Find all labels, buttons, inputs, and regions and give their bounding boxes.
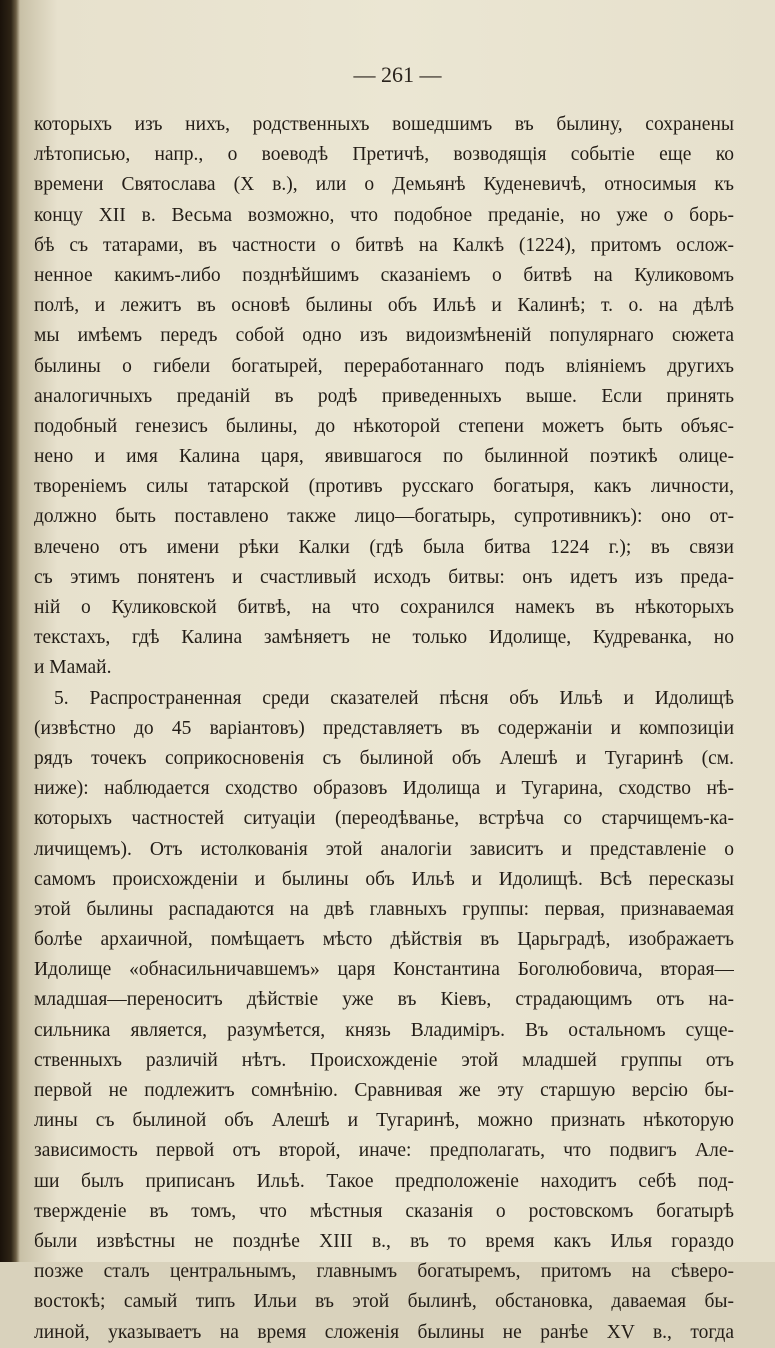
- text-line: мы имѣемъ передъ собой одно изъ видоизмѣненій популярнаго сюжета: [34, 325, 734, 347]
- text-line: сильника является, разумѣется, князь Владиміръ. Въ остальномъ суще-: [34, 1019, 734, 1041]
- text-line: бѣ съ татарами, въ частности о битвѣ на Калкѣ (1224), притомъ ослож-: [34, 234, 734, 256]
- text-line: линой, указываетъ на время сложенія былины не ранѣе XV в., тогда: [34, 1321, 734, 1343]
- text-line: аналогичныхъ преданій въ родѣ приведенныхъ выше. Если принять: [34, 385, 734, 407]
- text-line: личищемъ). Отъ истолкованія этой аналогіи зависитъ и представленіе о: [34, 838, 734, 860]
- text-line: текстахъ, гдѣ Калина замѣняетъ не только Идолище, Кудреванка, но: [34, 627, 734, 649]
- text-line: которыхъ изъ нихъ, родственныхъ вошедшимъ въ былину, сохранены: [34, 114, 734, 135]
- text-line: должно быть поставлено также лицо—богатырь, супротивникъ): оно от-: [34, 506, 734, 528]
- text-line: твержденіе въ томъ, что мѣстныя сказанія о ростовскомъ богатырѣ: [34, 1200, 734, 1222]
- text-line: болѣе архаичной, помѣщаетъ мѣсто дѣйствія въ Царьградѣ, изображаетъ: [34, 929, 734, 951]
- text-line: полѣ, и лежитъ въ основѣ былины объ Ильѣ и Калинѣ; т. о. на дѣлѣ: [34, 295, 734, 317]
- text-line: и Мамай.: [34, 657, 112, 679]
- text-line: ній о Куликовской битвѣ, на что сохранился намекъ въ нѣкоторыхъ: [34, 597, 734, 618]
- text-line: младшая—переноситъ дѣйствіе уже въ Кіевъ, страдающимъ отъ на-: [34, 989, 734, 1011]
- text-line: нено и имя Калина царя, явившагося по былинной поэтикѣ олице-: [34, 446, 734, 468]
- text-line: ниже): наблюдается сходство образовъ Идолища и Тугарина, сходство нѣ-: [34, 778, 734, 800]
- page-number: — 261 —: [353, 62, 442, 87]
- text-line: Идолище «обнасильничавшемъ» царя Константина Боголюбовича, вторая—: [34, 959, 734, 981]
- text-line: концу XII в. Весьма возможно, что подобное преданіе, но уже о борь-: [34, 204, 734, 226]
- paragraph: [34, 110, 734, 684]
- text-line: зависимость первой отъ второй, иначе: предполагать, что подвигъ Але-: [34, 1140, 734, 1162]
- body-text: [34, 110, 734, 1348]
- text-line: позже сталъ центральнымъ, главнымъ богатыремъ, притомъ на сѣверо-: [34, 1261, 734, 1283]
- text-line: востокѣ; самый типъ Ильи въ этой былинѣ, обстановка, даваемая бы-: [34, 1291, 734, 1313]
- text-line: влечено отъ имени рѣки Калки (гдѣ была битва 1224 г.); въ связи: [34, 536, 734, 558]
- text-line: ственныхъ различій нѣтъ. Происхожденіе этой младшей группы отъ: [34, 1049, 734, 1071]
- text-line: рядъ точекъ соприкосновенія съ былиной объ Алешѣ и Тугаринѣ (см.: [34, 747, 734, 769]
- text-line: лины съ былиной объ Алешѣ и Тугаринѣ, можно признать нѣкоторую: [34, 1110, 734, 1132]
- text-line: времени Святослава (X в.), или о Демьянѣ Куденевичѣ, относимыя къ: [34, 174, 734, 196]
- text-line: которыхъ частностей ситуаціи (переодѣванье, встрѣча со старчищемъ-ка-: [34, 808, 734, 830]
- text-line: самомъ происхожденіи и былины объ Ильѣ и Идолищѣ. Всѣ пересказы: [34, 868, 734, 890]
- text-line: ненное какимъ-либо позднѣйшимъ сказаніемъ о битвѣ на Куликовомъ: [34, 264, 734, 286]
- book-page: [20, 0, 775, 1343]
- text-line: лѣтописью, напр., о воеводѣ Претичѣ, возводящія событіе еще ко: [34, 144, 734, 166]
- text-line: твореніемъ силы татарской (противъ русскаго богатыря, какъ личности,: [34, 476, 734, 498]
- book-spine-shadow: [0, 0, 20, 1262]
- text-line: подобный генезисъ былины, до нѣкоторой степени можетъ быть объяс-: [34, 415, 734, 437]
- text-line: былины о гибели богатырей, переработаннаго подъ вліяніемъ другихъ: [34, 355, 734, 377]
- paragraph: [34, 684, 734, 1348]
- text-line: этой былины распадаются на двѣ главныхъ группы: первая, признаваемая: [34, 898, 734, 920]
- text-line: были извѣстны не позднѣе XIII в., въ то время какъ Илья гораздо: [34, 1230, 734, 1252]
- text-line: 5. Распространенная среди сказателей пѣсня объ Ильѣ и Идолищѣ: [54, 687, 734, 709]
- text-line: съ этимъ понятенъ и счастливый исходъ битвы: онъ идетъ изъ преда-: [34, 566, 734, 588]
- text-line: первой не подлежитъ сомнѣнію. Сравнивая же эту старшую версію бы-: [34, 1080, 734, 1101]
- text-line: (извѣстно до 45 варіантовъ) представляетъ въ содержаніи и композиціи: [34, 717, 734, 739]
- text-line: ши былъ приписанъ Ильѣ. Такое предположеніе находитъ себѣ под-: [34, 1170, 734, 1192]
